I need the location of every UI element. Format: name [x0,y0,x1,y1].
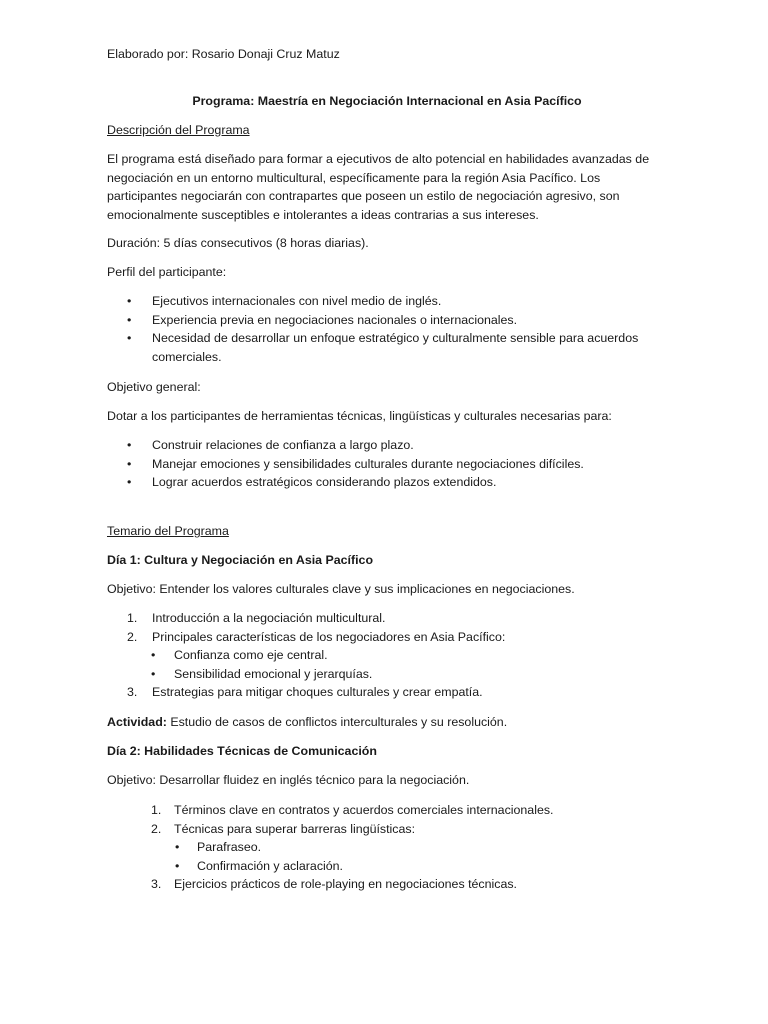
list-item: 3. Estrategias para mitigar choques culturales y crear empatía. [127,685,483,699]
program-title: Programa: Maestría en Negociación Internacional en Asia Pacífico [192,94,582,108]
bullet-icon: • [175,840,180,854]
activity-label: Actividad: [107,715,167,729]
list-item: • Construir relaciones de confianza a largo plazo. [107,436,667,455]
list-subitem: • Sensibilidad emocional y jerarquías. [107,665,667,684]
bullet-icon: • [127,475,132,489]
description-paragraph: El programa está diseñado para formar a ejecutivos de alto potencial en habilidades avanzadas de negociación en un entorno multicultural, específicamente para la región Asia Pacífico. Los participantes negociarán con contrapartes que poseen un estilo de negociación agresivo, son emocionalmente susceptibles e intolerantes a ideas contrarias a sus intereses. [107,152,650,222]
day1-objective: Objetivo: Entender los valores culturales clave y sus implicaciones en negociaciones. [107,582,575,596]
bullet-icon: • [151,666,156,681]
list-item: • Manejar emociones y sensibilidades culturales durante negociaciones difíciles. [107,455,667,474]
list-item: • Ejecutivos internacionales con nivel medio de inglés. [107,292,667,311]
list-item: 1. Términos clave en contratos y acuerdos comerciales internacionales. [151,803,554,817]
profile-label: Perfil del participante: [107,265,227,279]
objective-intro: Dotar a los participantes de herramientas técnicas, lingüísticas y culturales necesarias para: [107,409,612,423]
author-line: Elaborado por: Rosario Donaji Cruz Matuz [107,47,340,61]
list-item: • Experiencia previa en negociaciones nacionales o internacionales. [107,311,667,330]
day1-list [107,609,667,702]
day2-title: Día 2: Habilidades Técnicas de Comunicación [107,744,377,758]
bullet-icon: • [151,648,156,662]
activity-text: Estudio de casos de conflictos interculturales y su resolución. [166,715,508,729]
description-heading: Descripción del Programa [107,123,250,137]
list-subitem: • Confirmación y aclaración. [107,857,667,876]
objective-label: Objetivo general: [107,380,201,394]
list-item: • Lograr acuerdos estratégicos considerando plazos extendidos. [107,473,667,492]
list-item: 2. Técnicas para superar barreras lingüísticas: [151,821,416,836]
day1-activity [107,713,667,732]
objective-list [107,436,667,492]
list-item: 1. Introducción a la negociación multicultural. [127,611,386,625]
profile-list [107,292,667,366]
bullet-icon: • [127,456,132,471]
day1-title: Día 1: Cultura y Negociación en Asia Pacífico [107,553,374,567]
list-item: • Necesidad de desarrollar un enfoque estratégico y culturalmente sensible para acuerdos comerciales. [127,331,639,364]
syllabus-heading: Temario del Programa [107,524,229,538]
day2-objective: Objetivo: Desarrollar fluidez en inglés técnico para la negociación. [107,773,470,787]
bullet-icon: • [175,858,180,873]
day2-list [107,801,667,894]
bullet-icon: • [127,438,132,452]
list-item: 2. Principales características de los negociadores en Asia Pacífico: [127,629,506,644]
bullet-icon: • [127,331,132,345]
bullet-icon: • [127,294,132,308]
list-subitem: • Parafraseo. [107,838,667,857]
bullet-icon: • [127,312,132,327]
list-subitem: • Confianza como eje central. [107,646,667,665]
duration-line: Duración: 5 días consecutivos (8 horas diarias). [107,236,369,250]
list-item: 3. Ejercicios prácticos de role-playing en negociaciones técnicas. [151,877,517,891]
